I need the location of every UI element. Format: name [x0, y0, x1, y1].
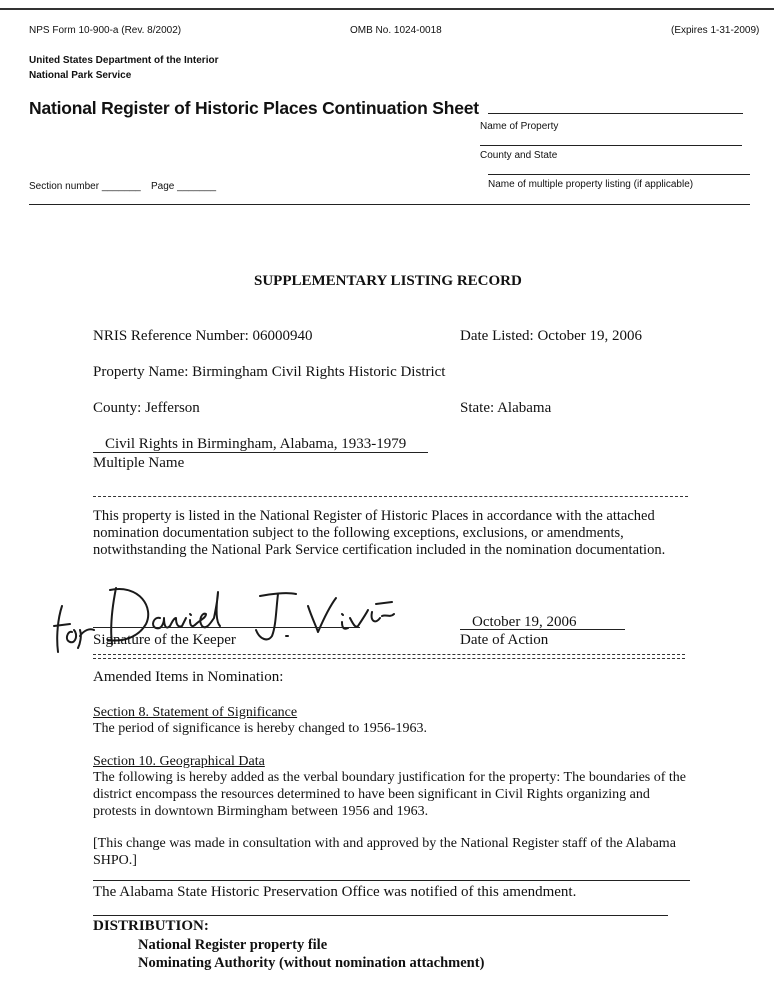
signature-line — [93, 627, 360, 628]
department-name: United States Department of the Interior — [29, 55, 219, 66]
section-number-label: Section number _______ — [29, 181, 141, 192]
county-state-line — [480, 145, 742, 146]
notified-statement: The Alabama State Historic Preservation Office was notified of this amendment. — [93, 884, 577, 900]
multiple-listing-label: Name of multiple property listing (if applicable) — [488, 179, 694, 190]
form-number: NPS Form 10-900-a (Rev. 8/2002) — [29, 25, 182, 36]
consultation-note: [This change was made in consultation with and approved by the National Register staff of the Alabama SHPO.] — [93, 836, 676, 868]
dashed-divider — [93, 496, 688, 497]
notified-top-line — [93, 880, 690, 881]
section10-heading: Section 10. Geographical Data — [93, 754, 265, 769]
distribution-item: National Register property file — [138, 937, 328, 953]
amended-heading: Amended Items in Nomination: — [93, 669, 284, 685]
property-name: Property Name: Birmingham Civil Rights Historic District — [93, 364, 446, 380]
name-of-property-line — [488, 113, 743, 114]
county-state-label: County and State — [480, 150, 558, 161]
nris-reference: NRIS Reference Number: 06000940 — [93, 328, 313, 344]
section8-text: The period of significance is hereby changed to 1956-1963. — [93, 721, 427, 736]
date-of-action-label: Date of Action — [460, 632, 549, 648]
double-dashed-divider — [93, 654, 685, 659]
page-number-label: Page _______ — [151, 181, 217, 192]
multiple-name-underline — [93, 452, 428, 453]
distribution-heading: DISTRIBUTION: — [93, 918, 209, 934]
record-heading: SUPPLEMENTARY LISTING RECORD — [254, 273, 522, 289]
multiple-name-value: Civil Rights in Birmingham, Alabama, 1933-1979 — [105, 436, 407, 452]
date-of-action-value: October 19, 2006 — [472, 614, 577, 630]
omb-number: OMB No. 1024-0018 — [350, 25, 442, 36]
signature-label: Signature of the Keeper — [93, 632, 236, 648]
listing-statement: This property is listed in the National Register of Historic Places in accordance with the attached nomination documentation subject to the following exceptions, exclusions, or amendments, notwithstanding the National Park Service certification included in the nomination documentation. — [93, 508, 666, 558]
date-of-action-line — [460, 629, 625, 630]
multiple-name-label: Multiple Name — [93, 455, 185, 471]
multiple-listing-line — [488, 174, 750, 175]
distribution-item: Nominating Authority (without nomination attachment) — [138, 955, 485, 971]
header-divider — [29, 204, 750, 205]
section10-text: The following is hereby added as the verbal boundary justification for the property: The boundaries of the district encompass the resources determined to have been significant in Civil Rights organizing and protests in downtown Birmingham between 1956 and 1963. — [93, 770, 687, 819]
section8-heading: Section 8. Statement of Significance — [93, 705, 298, 720]
county: County: Jefferson — [93, 400, 200, 416]
date-listed: Date Listed: October 19, 2006 — [460, 328, 643, 344]
distribution-line — [93, 915, 668, 916]
top-border — [0, 8, 774, 10]
expiration-date: (Expires 1-31-2009) — [671, 25, 760, 36]
name-of-property-label: Name of Property — [480, 121, 559, 132]
page-title: National Register of Historic Places Continuation Sheet — [29, 98, 479, 118]
state: State: Alabama — [460, 400, 552, 416]
service-name: National Park Service — [29, 70, 132, 81]
